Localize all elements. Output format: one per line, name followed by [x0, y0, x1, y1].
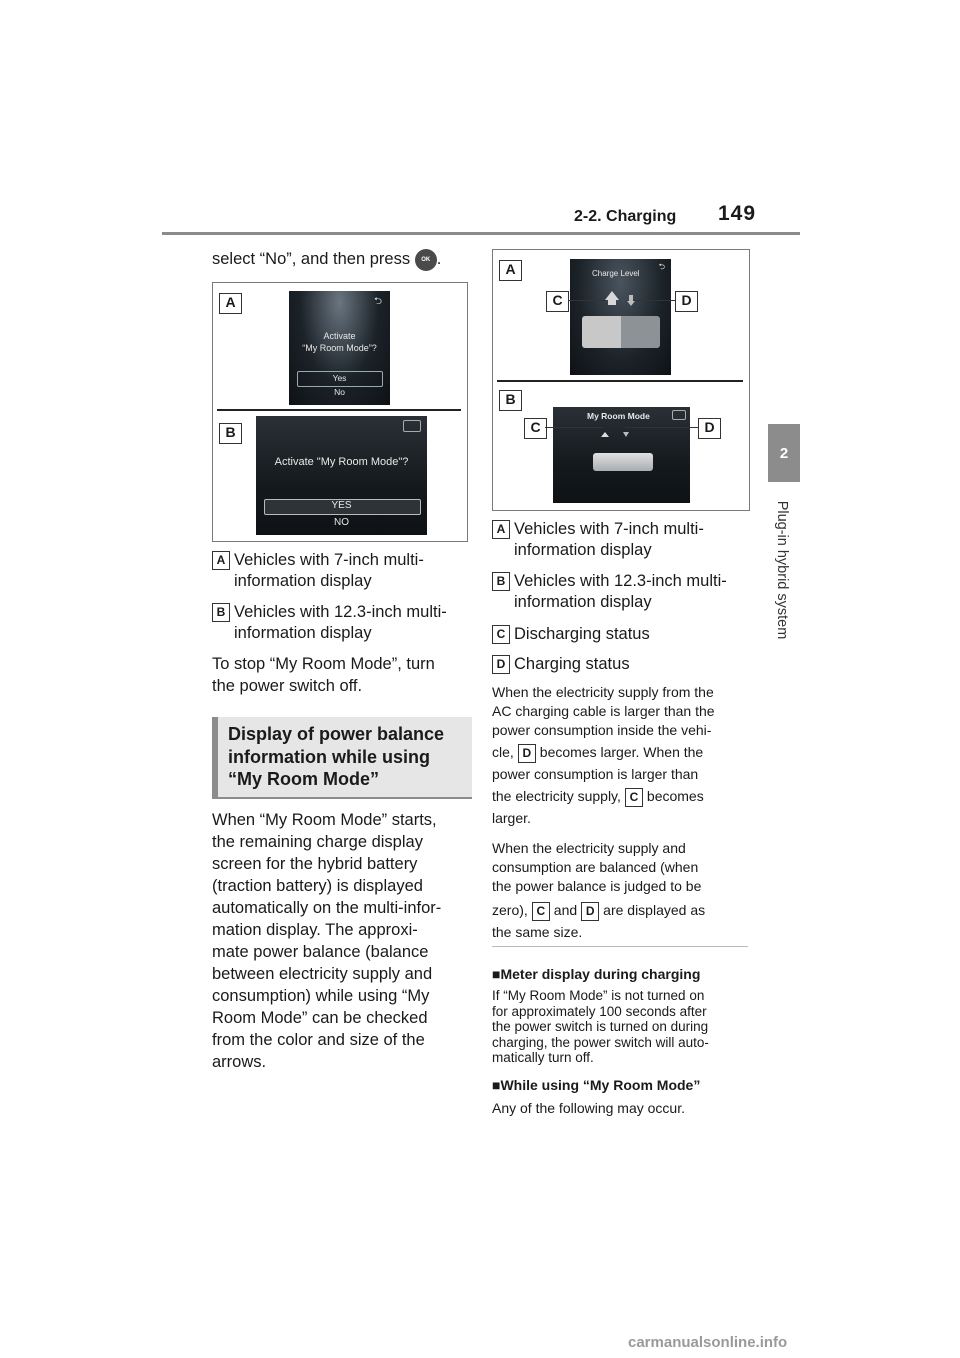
battery-gauge — [582, 316, 660, 348]
while-using-text: Any of the following may occur. — [492, 1100, 685, 1116]
screen-12inch — [256, 416, 427, 535]
note-charging: When the electricity supply from the AC charging cable is larger than the power consumption inside the vehi- cle, D becomes larger. When the power consumption is larger than the electricity supply, C becomes larger. — [492, 684, 715, 826]
note-balanced: When the electricity supply and consumption are balanced (when the power balance is judged to be zero), C and D are displayed as the same size. — [492, 840, 706, 940]
section-heading: Display of power balance information while using “My Room Mode” — [212, 717, 472, 799]
figure-separator — [497, 380, 743, 382]
figure-label-b: B — [499, 390, 522, 411]
section-body: When “My Room Mode” starts, the remaining charge display screen for the hybrid battery (traction battery) is displayed automatically on the multi-infor- mation display. The approxi- mate power balance (balance between electricity supply and consumption) while using “My Room Mode” can be checked from the color and size of the arrows. — [212, 811, 442, 1071]
screen-a-title-2: “My Room Mode”? — [302, 343, 377, 353]
divider — [492, 946, 748, 947]
legend-item: B Vehicles with 12.3-inch multi- information display — [492, 571, 752, 615]
back-icon — [403, 420, 421, 432]
legend-item: A Vehicles with 7-inch multi- information display — [212, 550, 472, 594]
leader-line — [633, 300, 675, 301]
label-d-box: D — [581, 902, 599, 921]
screen-b-no: NO — [334, 517, 349, 528]
meter-display-text: If “My Room Mode” is not turned on for approximately 100 seconds after the power switch is turned on during charging, the power switch will auto- matically turn off. — [492, 988, 709, 1065]
intro-line: select “No”, and then press OK . — [212, 248, 441, 271]
charge-level-title: Charge Level — [592, 269, 640, 278]
leader-line — [625, 427, 698, 428]
discharge-arrow-icon — [605, 291, 619, 300]
screen-charge-level — [570, 259, 671, 375]
figure-power-balance — [492, 249, 750, 511]
leader-line — [545, 427, 603, 428]
leader-line — [568, 300, 606, 301]
charge-arrow-icon — [627, 301, 635, 306]
back-icon — [672, 410, 686, 420]
screen-7inch — [289, 291, 390, 405]
header-rule — [162, 232, 800, 235]
ok-button-icon: OK — [415, 249, 437, 271]
chapter-tab: 2 — [768, 424, 800, 482]
stop-instruction: To stop “My Room Mode”, turn the power switch off. — [212, 655, 435, 695]
legend-item: B Vehicles with 12.3-inch multi- information display — [212, 602, 472, 646]
back-icon: ⮌ — [658, 262, 665, 271]
page-number: 149 — [718, 202, 757, 225]
chapter-label: Plug-in hybrid system — [774, 500, 790, 640]
discharge-arrow-stem — [608, 300, 616, 305]
subhead-meter-display: ■Meter display during charging — [492, 966, 701, 982]
section-title: 2-2. Charging — [574, 208, 677, 225]
battery-gauge — [593, 453, 653, 471]
figure-label-a: A — [219, 293, 242, 314]
charge-arrow-icon — [623, 432, 629, 437]
legend-item: A Vehicles with 7-inch multi- information display — [492, 519, 752, 563]
label-c-box: C — [625, 788, 643, 807]
figure-label-a: A — [499, 260, 522, 281]
subhead-while-using: ■While using “My Room Mode” — [492, 1077, 701, 1093]
legend-item: C Discharging status — [492, 624, 752, 646]
back-icon: ⮌ — [373, 296, 382, 307]
figure-activate-my-room-mode — [212, 282, 468, 542]
label-c-box: C — [532, 902, 550, 921]
figure-label-d: D — [698, 418, 721, 439]
my-room-mode-title: My Room Mode — [587, 411, 650, 421]
legend-item: D Charging status — [492, 654, 752, 676]
figure-label-b: B — [219, 423, 242, 444]
screen-a-no: No — [334, 387, 345, 397]
watermark: carmanualsonline.info — [628, 1334, 788, 1351]
figure-label-c: C — [546, 291, 569, 312]
screen-a-title-1: Activate — [323, 331, 356, 341]
figure-separator — [217, 409, 461, 411]
screen-my-room-mode — [553, 407, 690, 503]
label-d-box: D — [518, 744, 536, 763]
figure-label-d: D — [675, 291, 698, 312]
screen-a-yes: Yes — [332, 373, 347, 383]
screen-b-title: Activate "My Room Mode"? — [274, 456, 409, 468]
figure-label-c: C — [524, 418, 547, 439]
screen-b-yes: YES — [331, 500, 352, 511]
discharge-arrow-icon — [601, 432, 609, 437]
